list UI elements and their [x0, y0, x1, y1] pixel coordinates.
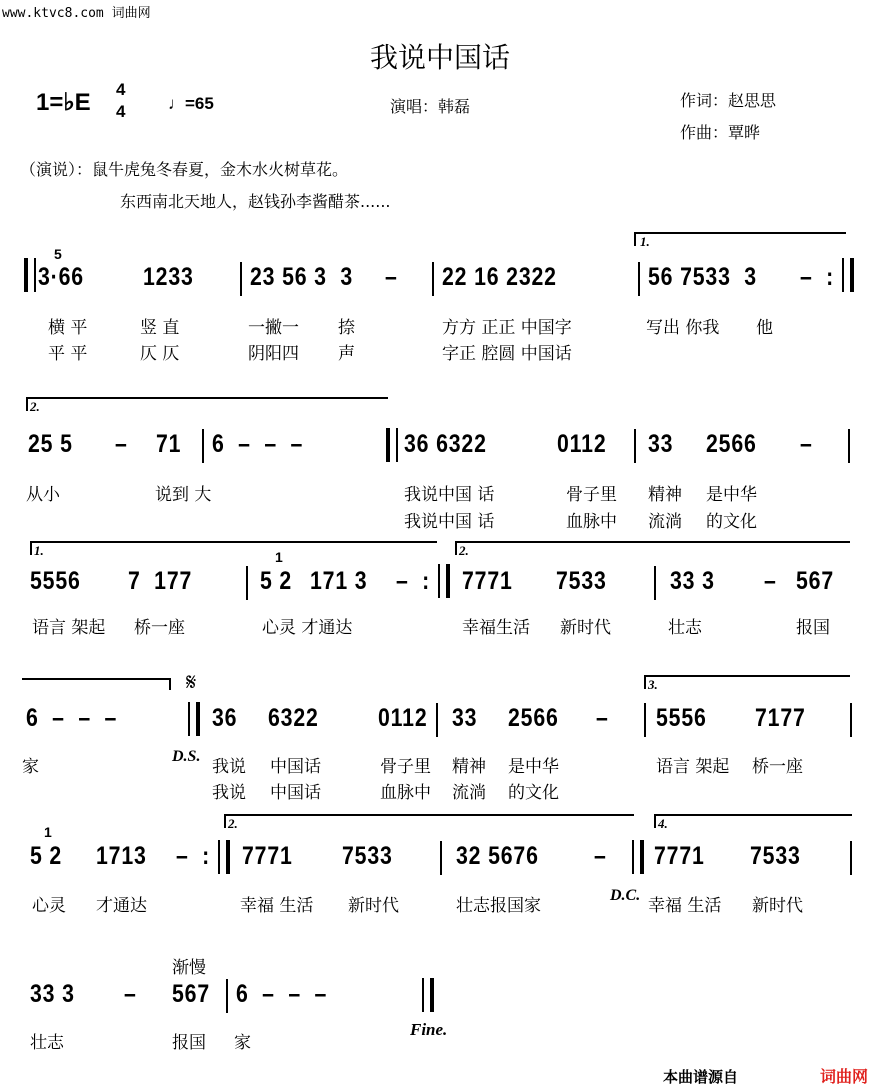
measure-notes: 7533 — [342, 842, 393, 870]
lyric: 血脉中 — [380, 783, 431, 803]
repeat-start — [386, 428, 398, 462]
measure-notes: 6 – – – — [26, 704, 118, 732]
barline — [440, 841, 442, 875]
volta-number: 3. — [648, 677, 658, 692]
volta-line — [22, 678, 170, 680]
measure-notes: 6 – – – — [212, 430, 304, 458]
lyric: 语言 架起 — [32, 618, 106, 638]
lyric: 竖 直 — [140, 318, 180, 338]
grace-note: 1 — [44, 824, 52, 840]
lyric: 家 — [22, 757, 39, 777]
lyric: 骨子里 — [380, 757, 431, 777]
measure-notes: 7533 — [750, 842, 801, 870]
volta-bracket — [455, 541, 850, 555]
measure-notes: 2566 — [508, 704, 559, 732]
narration-line: （演说）：鼠牛虎兔冬春夏，金木水火树草花。 — [20, 160, 349, 179]
rest-dash: – — [385, 263, 398, 291]
lyric: 精神 — [648, 485, 682, 505]
lyric: 报国 — [172, 1033, 206, 1053]
measure-notes: 2566 — [706, 430, 757, 458]
lyric: 一撇一 — [248, 318, 299, 338]
measure-notes: 0112 — [557, 430, 607, 458]
key-signature: 1=♭E — [36, 89, 91, 116]
measure-notes: 33 3 — [670, 567, 715, 595]
segno-icon: 𝄋 — [186, 668, 197, 696]
barline — [638, 262, 640, 296]
lyric: 中国话 — [270, 783, 321, 803]
lyric: 的文化 — [508, 783, 559, 803]
measure-notes: 56 7533 3 — [648, 263, 757, 291]
lyric: 仄 仄 — [140, 344, 180, 364]
barline — [850, 703, 852, 737]
measure-notes: 0112 — [378, 704, 428, 732]
composer: 作曲：覃晔 — [680, 123, 761, 142]
lyric: 我说 — [212, 783, 246, 803]
measure-notes: 25 5 — [28, 430, 73, 458]
lyric: 字正 腔圆 中国话 — [442, 344, 572, 364]
dal-segno-mark: D.S. — [172, 748, 201, 765]
lyric: 方方 正正 中国字 — [442, 318, 572, 338]
barline — [436, 703, 438, 737]
lyric: 的文化 — [706, 512, 757, 532]
measure-notes: 36 — [212, 704, 238, 732]
lyric: 幸福 生活 — [240, 896, 314, 916]
repeat-end-dash: – : — [176, 842, 211, 870]
footer-site-link[interactable]: 词曲网 — [820, 1067, 869, 1086]
volta-bracket — [30, 541, 437, 555]
lyric: 他 — [756, 318, 773, 338]
measure-notes: 7771 — [462, 567, 513, 595]
double-barline — [632, 840, 644, 874]
measure-notes: 1233 — [143, 263, 194, 291]
measure-notes: 5 2 — [260, 567, 293, 595]
lyric: 壮志 — [30, 1033, 64, 1053]
rest-dash: – — [800, 430, 813, 458]
lyric: 骨子里 — [566, 485, 617, 505]
lyric: 写出 你我 — [646, 318, 720, 338]
measure-notes: 171 3 — [310, 567, 368, 595]
barline — [644, 703, 646, 737]
repeat-end-dash: – : — [800, 263, 835, 291]
barline — [432, 262, 434, 296]
repeat-end-dash: – : — [396, 567, 431, 595]
lyric: 横 平 — [48, 318, 88, 338]
lyric: 新时代 — [348, 896, 399, 916]
lyric: 壮志报国家 — [456, 896, 541, 916]
lyric: 桥一座 — [752, 757, 803, 777]
lyric: 我说中国 话 — [404, 512, 495, 532]
lyric: 心灵 — [32, 896, 66, 916]
lyric: 是中华 — [706, 485, 757, 505]
measure-notes: 7 177 — [128, 567, 193, 595]
rest-dash: – — [115, 430, 128, 458]
measure-notes: 3·66 — [38, 263, 84, 291]
lyric: 桥一座 — [134, 618, 185, 638]
repeat-start — [24, 258, 36, 292]
volta-line-end — [169, 678, 171, 690]
tempo-mark: ♩=65 — [168, 94, 214, 113]
volta-number: 2. — [30, 399, 40, 414]
singer: 演唱：韩磊 — [390, 97, 471, 116]
lyric: 中国话 — [270, 757, 321, 777]
measure-notes: 33 — [452, 704, 478, 732]
ritardando-mark: 渐慢 — [172, 958, 206, 978]
measure-notes: 7771 — [654, 842, 705, 870]
lyric: 幸福生活 — [462, 618, 530, 638]
measure-notes: 5556 — [30, 567, 81, 595]
lyric: 平 平 — [48, 344, 88, 364]
volta-number: 2. — [459, 543, 469, 558]
volta-bracket — [634, 232, 846, 246]
volta-number: 1. — [34, 543, 44, 558]
measure-notes: 23 56 3 3 — [250, 263, 354, 291]
time-signature-top: 4 — [116, 80, 126, 99]
barline — [246, 566, 248, 600]
repeat-end — [218, 840, 230, 874]
lyric: 流淌 — [452, 783, 486, 803]
da-capo-mark: D.C. — [610, 887, 641, 904]
volta-number: 2. — [228, 816, 238, 831]
repeat-end — [438, 564, 450, 598]
rest-dash: – — [596, 704, 609, 732]
barline — [634, 429, 636, 463]
measure-notes: 7177 — [755, 704, 806, 732]
measure-notes: 567 — [796, 567, 835, 595]
volta-bracket — [26, 397, 388, 411]
measure-notes: 7771 — [242, 842, 293, 870]
lyric: 家 — [234, 1033, 251, 1053]
double-barline — [188, 702, 200, 736]
final-barline — [422, 978, 434, 1012]
watermark: www.ktvc8.com 词曲网 — [2, 6, 151, 21]
rest-dash: – — [124, 980, 137, 1008]
lyric: 血脉中 — [566, 512, 617, 532]
time-signature-bottom: 4 — [116, 102, 126, 121]
barline — [202, 429, 204, 463]
barline — [850, 841, 852, 875]
volta-bracket — [654, 814, 852, 828]
measure-notes: 33 — [648, 430, 674, 458]
lyric: 从小 — [26, 485, 60, 505]
lyric: 流淌 — [648, 512, 682, 532]
grace-note: 5 — [54, 246, 62, 262]
measure-notes: 5 2 — [30, 842, 63, 870]
lyric: 才通达 — [96, 896, 147, 916]
lyric: 心灵 才通达 — [262, 618, 353, 638]
volta-number: 4. — [658, 816, 668, 831]
volta-bracket — [224, 814, 634, 828]
lyric: 壮志 — [668, 618, 702, 638]
measure-notes: 71 — [156, 430, 182, 458]
measure-notes: 1713 — [96, 842, 147, 870]
lyric: 新时代 — [560, 618, 611, 638]
measure-notes: 6 – – – — [236, 980, 328, 1008]
rest-dash: – — [594, 842, 607, 870]
measure-notes: 567 — [172, 980, 211, 1008]
lyric: 新时代 — [752, 896, 803, 916]
lyric: 语言 架起 — [656, 757, 730, 777]
lyric: 阴阳四 — [248, 344, 299, 364]
footer-source: 本曲谱源自 — [663, 1068, 739, 1086]
volta-bracket — [644, 675, 850, 689]
lyric: 幸福 生活 — [648, 896, 722, 916]
grace-note: 1 — [275, 549, 283, 565]
rest-dash: – — [764, 567, 777, 595]
measure-notes: 36 6322 — [404, 430, 487, 458]
measure-notes: 6322 — [268, 704, 319, 732]
fine-mark: Fine. — [410, 1020, 448, 1039]
lyric: 我说中国 话 — [404, 485, 495, 505]
lyric: 我说 — [212, 757, 246, 777]
narration-line: 东西南北天地人，赵钱孙李酱醋茶...... — [120, 192, 391, 211]
repeat-end — [842, 258, 854, 292]
lyric: 声 — [338, 344, 355, 364]
volta-number: 1. — [640, 234, 650, 249]
lyric: 捺 — [338, 318, 355, 338]
barline — [848, 429, 850, 463]
measure-notes: 5556 — [656, 704, 707, 732]
measure-notes: 33 3 — [30, 980, 75, 1008]
song-title: 我说中国话 — [370, 41, 511, 74]
lyric: 说到 大 — [155, 485, 212, 505]
lyricist: 作词：赵思思 — [680, 91, 777, 110]
lyric: 精神 — [452, 757, 486, 777]
lyric: 是中华 — [508, 757, 559, 777]
barline — [654, 566, 656, 600]
measure-notes: 22 16 2322 — [442, 263, 557, 291]
barline — [226, 979, 228, 1013]
lyric: 报国 — [796, 618, 830, 638]
measure-notes: 7533 — [556, 567, 607, 595]
measure-notes: 32 5676 — [456, 842, 539, 870]
barline — [240, 262, 242, 296]
